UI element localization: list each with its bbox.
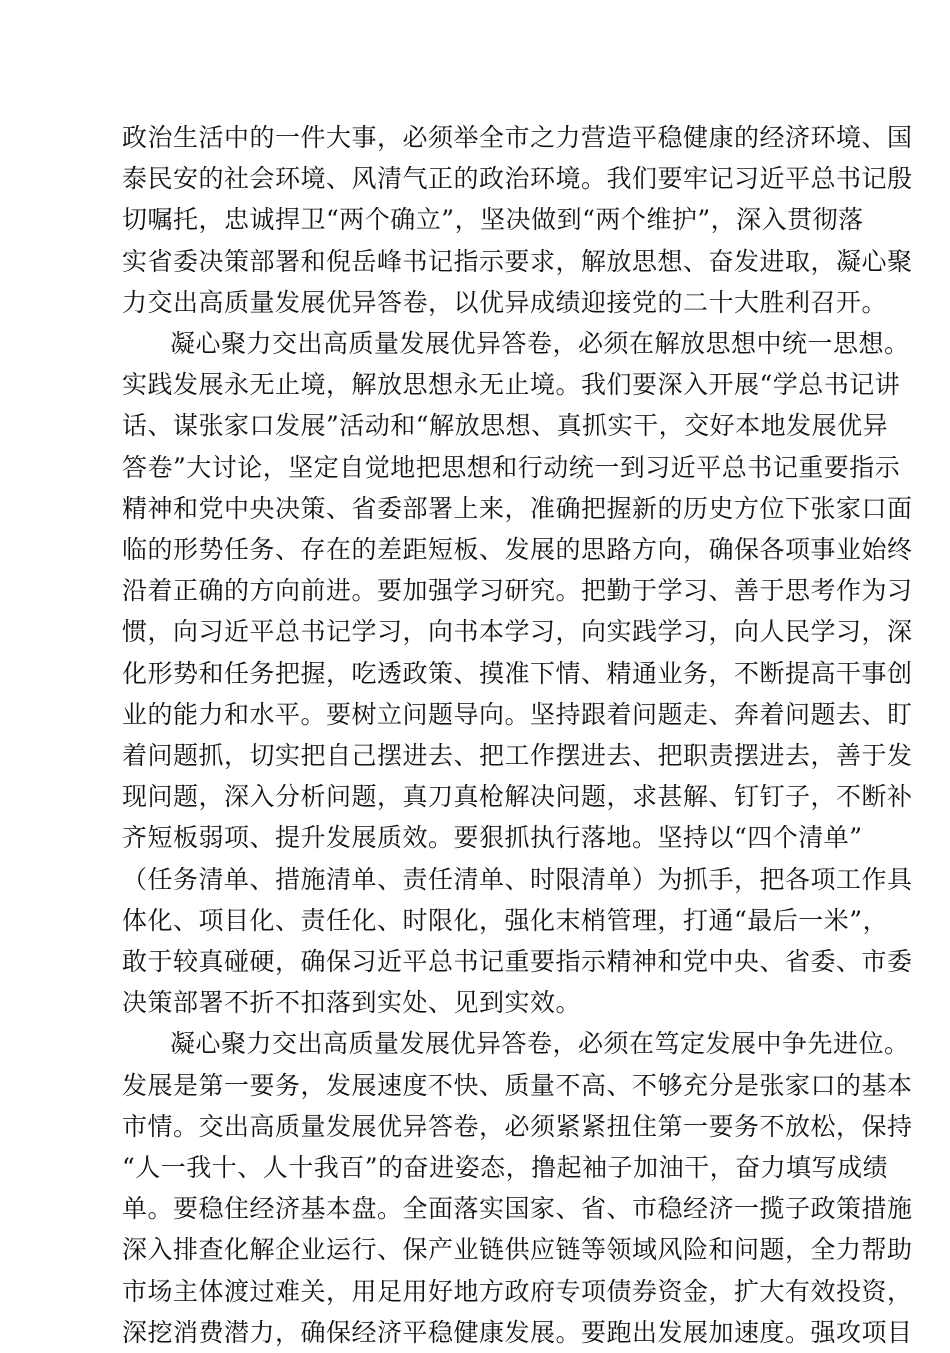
text-line: 体化、项目化、责任化、时限化，强化末梢管理，打通“最后一米”， xyxy=(122,906,889,935)
paragraph-lead-line: 凝心聚力交出高质量发展优异答卷，必须在笃定发展中争先进位。 xyxy=(170,1029,910,1058)
text-line: 化形势和任务把握，吃透政策、摸准下情、精通业务，不断提高干事创 xyxy=(122,659,913,688)
text-line: 话、谋张家口发展”活动和“解放思想、真抓实干，交好本地发展优异 xyxy=(122,411,889,440)
text-line: 沿着正确的方向前进。要加强学习研究。把勤于学习、善于思考作为习 xyxy=(122,576,913,605)
text-line: 深挖消费潜力，确保经济平稳健康发展。要跑出发展加速度。强攻项目 xyxy=(122,1318,913,1347)
text-line: 齐短板弱项、提升发展质效。要狠抓执行落地。坚持以“四个清单” xyxy=(122,823,863,852)
text-line: 单。要稳住经济基本盘。全面落实国家、省、市稳经济一揽子政策措施 xyxy=(122,1194,913,1223)
text-line: 着问题抓，切实把自己摆进去、把工作摆进去、把职责摆进去，善于发 xyxy=(122,741,913,770)
text-line: 切嘱托，忠诚捍卫“两个确立”，坚决做到“两个维护”，深入贯彻落 xyxy=(122,205,864,234)
text-line: “人一我十、人十我百”的奋进姿态，撸起袖子加油干，奋力填写成绩 xyxy=(122,1153,889,1182)
text-line: 惯，向习近平总书记学习，向书本学习，向实践学习，向人民学习，深 xyxy=(122,617,913,646)
text-line: 答卷”大讨论，坚定自觉地把思想和行动统一到习近平总书记重要指示 xyxy=(122,453,901,482)
text-line: 市场主体渡过难关，用足用好地方政府专项债券资金，扩大有效投资， xyxy=(122,1277,913,1306)
text-line: 实践发展永无止境，解放思想永无止境。我们要深入开展“学总书记讲 xyxy=(122,370,901,399)
text-line: 敢于较真碰硬，确保习近平总书记重要指示精神和党中央、省委、市委 xyxy=(122,947,913,976)
text-line: 临的形势任务、存在的差距短板、发展的思路方向，确保各项事业始终 xyxy=(122,535,913,564)
text-line: 现问题，深入分析问题，真刀真枪解决问题，求甚解、钉钉子，不断补 xyxy=(122,782,913,811)
text-line: 业的能力和水平。要树立问题导向。坚持跟着问题走、奔着问题去、盯 xyxy=(122,700,913,729)
text-line: 市情。交出高质量发展优异答卷，必须紧紧扭住第一要务不放松，保持 xyxy=(122,1112,913,1141)
text-line: 政治生活中的一件大事，必须举全市之力营造平稳健康的经济环境、国 xyxy=(122,123,913,152)
text-line: 深入排查化解企业运行、保产业链供应链等领域风险和问题，全力帮助 xyxy=(122,1235,913,1264)
text-line: 决策部署不折不扣落到实处、见到实效。 xyxy=(122,988,582,1017)
text-line: 发展是第一要务，发展速度不快、质量不高、不够充分是张家口的基本 xyxy=(122,1071,913,1100)
text-line: 泰民安的社会环境、风清气正的政治环境。我们要牢记习近平总书记殷 xyxy=(122,164,913,193)
paragraph-lead-line: 凝心聚力交出高质量发展优异答卷，必须在解放思想中统一思想。 xyxy=(170,329,910,358)
text-line: 力交出高质量发展优异答卷，以优异成绩迎接党的二十大胜利召开。 xyxy=(122,288,888,317)
text-line: （任务清单、措施清单、责任清单、时限清单）为抓手，把各项工作具 xyxy=(122,865,913,894)
text-line: 实省委决策部署和倪岳峰书记指示要求，解放思想、奋发进取，凝心聚 xyxy=(122,247,913,276)
text-line: 精神和党中央决策、省委部署上来，准确把握新的历史方位下张家口面 xyxy=(122,494,913,523)
